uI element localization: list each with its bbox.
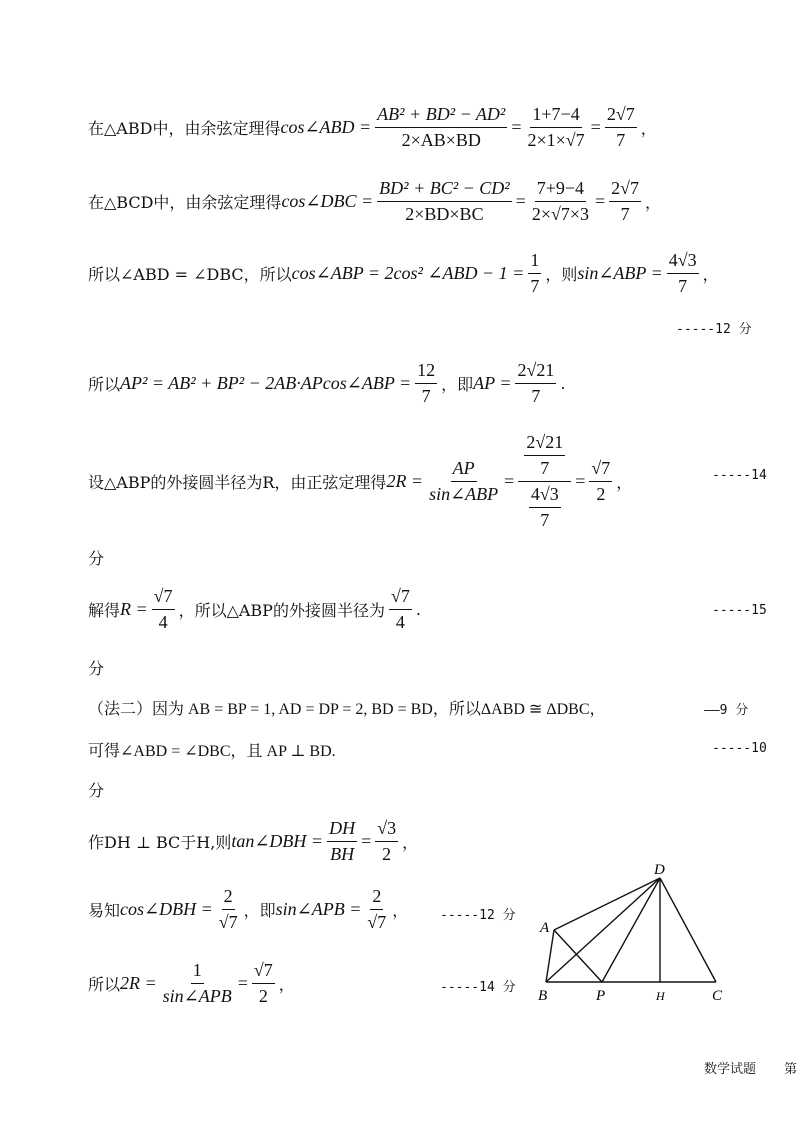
math-expression: AP² = AB² + BP² − 2AB·APcos∠ABP = bbox=[120, 373, 412, 393]
math-expression: cos∠DBH = bbox=[120, 899, 213, 919]
label-d: D bbox=[654, 862, 665, 878]
fraction-denominator: 7 bbox=[530, 276, 540, 296]
score-unit: 分 bbox=[88, 549, 105, 568]
fraction bbox=[528, 250, 541, 297]
line-text: （法二）因为 AB = BP = 1, AD = DP = 2, BD = BD，所以ΔABD ≅ ΔDBC， bbox=[88, 701, 606, 718]
fraction bbox=[252, 960, 275, 1007]
fraction-numerator: 7+9−4 bbox=[535, 178, 586, 202]
segment-bd bbox=[546, 878, 660, 982]
label-c: C bbox=[712, 988, 723, 1004]
score-marker: -----15 bbox=[712, 603, 767, 618]
fraction-numerator: AP bbox=[451, 458, 477, 482]
footer-subject: 数学试题 bbox=[704, 1062, 757, 1077]
segment-ad bbox=[554, 878, 660, 930]
fraction-denominator: 2×AB×BD bbox=[401, 130, 481, 150]
fraction-numerator: DH bbox=[327, 818, 357, 842]
fraction bbox=[589, 458, 612, 505]
tangent-line: 作DH ⊥ BC于H,则 tan∠DBH = $\frac{DH}{BH}$ = $\frac{√3}{2}$ ， bbox=[88, 818, 419, 864]
fraction-numerator: BD² + BC² − CD² bbox=[377, 178, 511, 202]
fraction-denominator: 7 bbox=[540, 510, 550, 530]
fraction bbox=[152, 586, 175, 633]
fraction-numerator: 1+7−4 bbox=[530, 104, 581, 128]
fraction bbox=[667, 250, 699, 297]
fraction-denominator: sin∠ABP bbox=[429, 484, 499, 504]
label-b: B bbox=[538, 988, 548, 1004]
fraction-numerator: 2√21 bbox=[524, 432, 565, 456]
fraction-denominator: 2 bbox=[382, 844, 392, 864]
fraction-denominator: 7 bbox=[620, 204, 630, 224]
line-text: 可得∠ABD = ∠DBC，且 AP ⊥ BD. bbox=[88, 743, 336, 760]
line-text: 在△ABD中，由余弦定理得 bbox=[88, 119, 281, 138]
math-expression: sin∠ABP = bbox=[577, 263, 663, 283]
fraction bbox=[161, 960, 234, 1007]
fraction-denominator: 7 bbox=[421, 386, 431, 406]
fraction-denominator: BH bbox=[330, 844, 355, 864]
line-text: ，则 bbox=[545, 265, 578, 284]
fraction-numerator: 12 bbox=[415, 360, 437, 384]
punctuation: ， bbox=[640, 119, 657, 138]
fraction bbox=[427, 458, 500, 505]
score-unit: 分 bbox=[88, 781, 105, 800]
math-expression: 2R = bbox=[386, 471, 424, 491]
fraction bbox=[377, 178, 511, 225]
fraction bbox=[375, 104, 507, 151]
punctuation: ， bbox=[392, 901, 409, 920]
score-marker: -----14 分 bbox=[440, 980, 516, 995]
cosine-law-dbc-line: 在△BCD中，由余弦定理得 cos∠DBC = $\frac{\text{BD² + BC² − CD²}}{2\times BD\times BC}$ = $\frac{7+9-4}{2\times√7\times 3}$ = $\frac{2√7}{7}$ ， bbox=[88, 178, 662, 224]
segment-dc bbox=[660, 878, 716, 982]
fraction-denominator: sin∠APB bbox=[162, 986, 232, 1006]
math-expression: R = bbox=[120, 599, 148, 619]
line-text: 所以 bbox=[88, 375, 121, 394]
math-expression: cos∠DBC = bbox=[281, 191, 374, 211]
line-text: 所以 bbox=[88, 975, 121, 994]
math-expression: tan∠DBH = bbox=[231, 831, 324, 851]
segment-ba bbox=[546, 930, 554, 982]
perpendicular-line bbox=[88, 738, 336, 761]
method-two-line bbox=[88, 696, 606, 719]
score-marker: -----12 分 bbox=[440, 908, 516, 923]
fraction-numerator: √7 bbox=[589, 458, 612, 482]
label-p: P bbox=[596, 988, 606, 1004]
label-h: H bbox=[656, 989, 665, 1003]
sine-law-line: 设△ABP的外接圆半径为R，由正弦定理得 2R = $\frac{AP}{\text{sin∠ABP}}$ = $\frac{\frac{2√21}{7}}{\frac{4√3}{7}}$ = $\frac{√7}{2}$ ， bbox=[88, 432, 633, 530]
line-text: 解得 bbox=[88, 601, 121, 620]
fraction-denominator: 2 bbox=[258, 986, 268, 1006]
punctuation: . bbox=[415, 600, 421, 619]
math-expression: cos∠ABP = 2cos² ∠ABD − 1 = bbox=[291, 263, 525, 283]
footer-page-prefix: 第 bbox=[784, 1062, 798, 1077]
fraction-numerator: 2 bbox=[370, 886, 383, 910]
fraction-numerator bbox=[518, 432, 571, 482]
fraction-numerator: AB² + BD² − AD² bbox=[375, 104, 507, 128]
punctuation: ， bbox=[402, 833, 419, 852]
fraction bbox=[327, 818, 357, 865]
ap-length-line bbox=[88, 360, 565, 407]
line-text: ，所以△ABP的外接圆半径为 bbox=[178, 601, 385, 620]
punctuation: ， bbox=[645, 193, 662, 212]
compound-fraction bbox=[518, 432, 571, 531]
line-text: ，即 bbox=[441, 375, 474, 394]
fraction bbox=[515, 360, 556, 407]
line-text: ，即 bbox=[243, 901, 276, 920]
fraction-numerator: 2√21 bbox=[515, 360, 556, 384]
fraction-denominator: 7 bbox=[616, 130, 626, 150]
fraction-denominator bbox=[523, 482, 567, 531]
fraction bbox=[375, 818, 398, 865]
line-text: 在△BCD中，由余弦定理得 bbox=[88, 193, 282, 212]
fraction bbox=[605, 104, 637, 151]
fraction-numerator: √7 bbox=[152, 586, 175, 610]
line-text: 所以∠ABD = ∠DBC，所以 bbox=[88, 265, 292, 284]
fraction bbox=[609, 178, 641, 225]
fraction-denominator: 2 bbox=[596, 484, 606, 504]
fraction bbox=[525, 104, 586, 151]
fraction-denominator: 7 bbox=[531, 386, 541, 406]
angle-equality-line bbox=[88, 250, 719, 297]
math-expression: cos∠ABD = bbox=[280, 117, 372, 137]
fraction bbox=[529, 484, 561, 531]
punctuation: ， bbox=[702, 265, 719, 284]
fraction-denominator: 2×√7×3 bbox=[531, 204, 589, 224]
fraction-numerator: √3 bbox=[375, 818, 398, 842]
line-text: 作DH ⊥ BC于H,则 bbox=[88, 833, 232, 852]
fraction bbox=[415, 360, 437, 407]
fraction-denominator: 7 bbox=[540, 458, 550, 478]
score-unit: 分 bbox=[88, 659, 105, 678]
fraction-denominator: 2×1×√7 bbox=[527, 130, 585, 150]
cosine-law-abd-line: 在△ABD中，由余弦定理得 cos∠ABD = $\frac{\text{AB² + BD² − AD²}}{2\times AB\times BD}$ = $\frac{1+7-4}{2\times 1\times√7}$ = $\frac{2√7}{7}$ ， bbox=[88, 104, 657, 150]
fraction-denominator: √7 bbox=[367, 912, 387, 932]
score-marker: -----12 分 bbox=[676, 322, 752, 337]
fraction-denominator: 4 bbox=[158, 612, 168, 632]
score-marker: ——9 分 bbox=[704, 703, 749, 718]
fraction-numerator: √7 bbox=[389, 586, 412, 610]
final-radius-line: 所以 2R = $\frac{1}{\text{sin∠APB}}$ = $\frac{√7}{2}$ ， bbox=[88, 960, 295, 1006]
fraction-numerator: 4√3 bbox=[667, 250, 699, 274]
fraction-denominator: 2×BD×BC bbox=[405, 204, 484, 224]
fraction-numerator: 2 bbox=[222, 886, 235, 910]
line-text: 易知 bbox=[88, 901, 121, 920]
math-expression: sin∠APB = bbox=[275, 899, 362, 919]
score-marker: -----14 bbox=[712, 468, 767, 483]
math-expression: AP = bbox=[473, 373, 512, 393]
punctuation: . bbox=[560, 374, 566, 393]
score-marker: -----10 bbox=[712, 741, 767, 756]
fraction bbox=[524, 432, 565, 479]
math-expression: 2R = bbox=[120, 973, 157, 993]
punctuation: ， bbox=[278, 975, 295, 994]
geometry-diagram bbox=[530, 860, 750, 1010]
punctuation: ， bbox=[616, 473, 633, 492]
fraction bbox=[217, 886, 240, 933]
radius-result-line bbox=[88, 586, 421, 633]
fraction-numerator: 1 bbox=[191, 960, 204, 984]
fraction-numerator: 4√3 bbox=[529, 484, 561, 508]
fraction-numerator: 2√7 bbox=[605, 104, 637, 128]
fraction-numerator: √7 bbox=[252, 960, 275, 984]
line-text: 设△ABP的外接圆半径为R，由正弦定理得 bbox=[88, 473, 387, 492]
fraction-denominator: 7 bbox=[678, 276, 688, 296]
fraction bbox=[389, 586, 412, 633]
fraction-denominator: 4 bbox=[395, 612, 405, 632]
cosine-dbh-line bbox=[88, 886, 408, 933]
fraction-numerator: 1 bbox=[528, 250, 541, 274]
fraction-numerator: 2√7 bbox=[609, 178, 641, 202]
label-a: A bbox=[540, 920, 550, 936]
fraction-denominator: √7 bbox=[218, 912, 238, 932]
fraction bbox=[365, 886, 388, 933]
fraction bbox=[530, 178, 591, 225]
segment-pd bbox=[602, 878, 660, 982]
